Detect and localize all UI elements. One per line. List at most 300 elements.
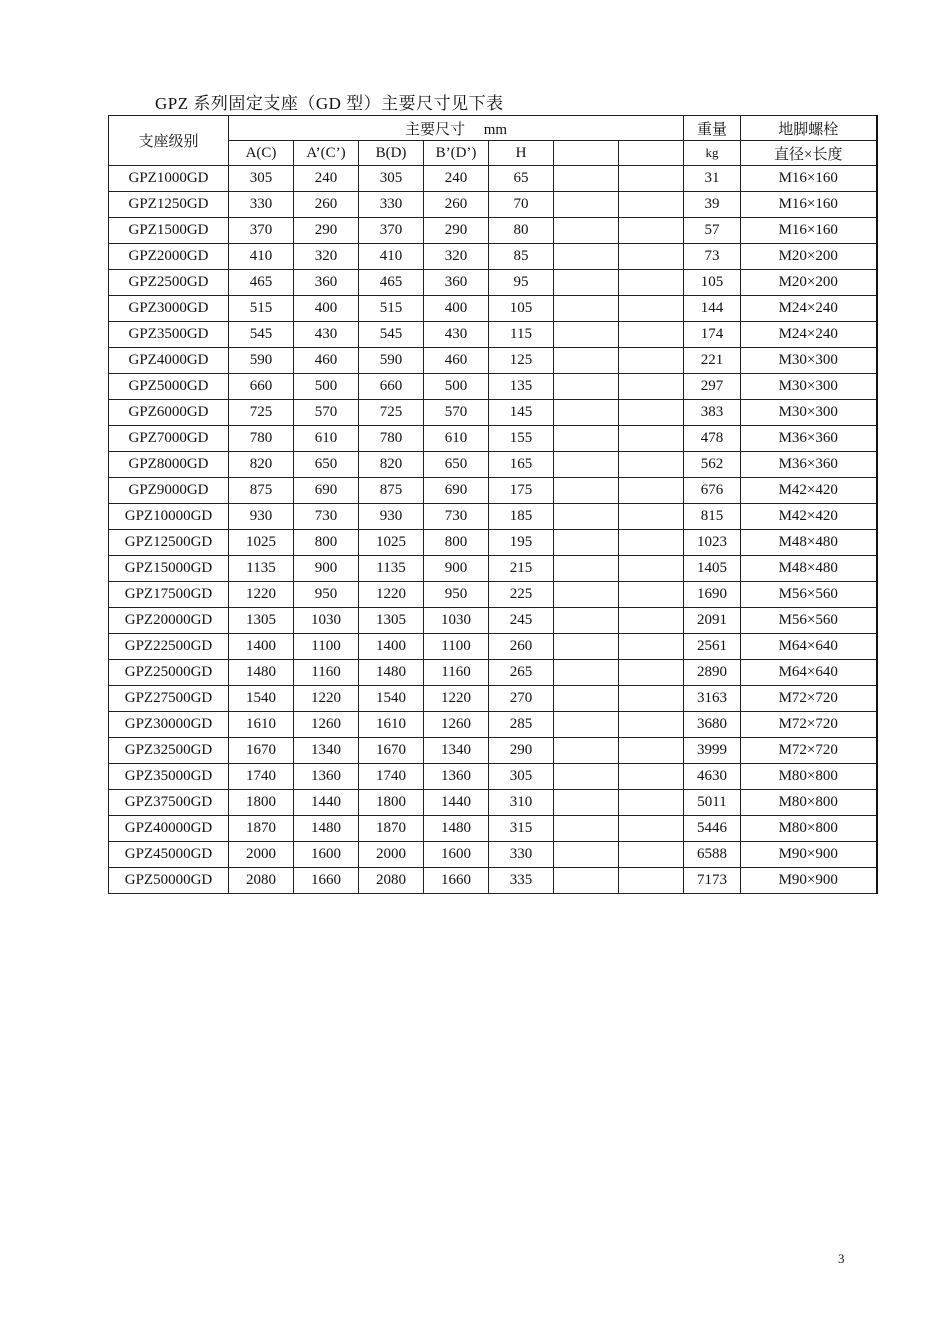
cell-b-prime: 430 — [424, 322, 489, 348]
cell-b: 1670 — [359, 738, 424, 764]
cell-h: 315 — [489, 816, 554, 842]
cell-weight: 1405 — [684, 556, 741, 582]
cell-model: GPZ22500GD — [109, 634, 229, 660]
cell-bolt: M80×800 — [741, 816, 877, 842]
table-row — [109, 764, 877, 790]
cell-empty-2 — [619, 244, 684, 270]
cell-model: GPZ6000GD — [109, 400, 229, 426]
cell-b-prime: 1160 — [424, 660, 489, 686]
cell-b-prime: 1440 — [424, 790, 489, 816]
cell-weight: 2890 — [684, 660, 741, 686]
cell-model: GPZ9000GD — [109, 478, 229, 504]
cell-h: 270 — [489, 686, 554, 712]
cell-h: 215 — [489, 556, 554, 582]
cell-b-prime: 570 — [424, 400, 489, 426]
cell-a: 725 — [229, 400, 294, 426]
cell-b: 660 — [359, 374, 424, 400]
cell-empty-1 — [554, 556, 619, 582]
cell-empty-2 — [619, 842, 684, 868]
cell-empty-2 — [619, 712, 684, 738]
cell-b-prime: 320 — [424, 244, 489, 270]
header-a-prime: A’(C’) — [294, 141, 359, 166]
table-row — [109, 296, 877, 322]
cell-a: 1800 — [229, 790, 294, 816]
cell-h: 85 — [489, 244, 554, 270]
cell-b: 1135 — [359, 556, 424, 582]
cell-empty-2 — [619, 530, 684, 556]
cell-b-prime: 1480 — [424, 816, 489, 842]
cell-a: 1305 — [229, 608, 294, 634]
cell-a: 465 — [229, 270, 294, 296]
cell-empty-2 — [619, 322, 684, 348]
cell-model: GPZ1250GD — [109, 192, 229, 218]
cell-b-prime: 1360 — [424, 764, 489, 790]
cell-empty-1 — [554, 530, 619, 556]
cell-h: 70 — [489, 192, 554, 218]
cell-b-prime: 610 — [424, 426, 489, 452]
cell-weight: 297 — [684, 374, 741, 400]
table-row — [109, 478, 877, 504]
cell-empty-2 — [619, 452, 684, 478]
cell-weight: 1690 — [684, 582, 741, 608]
cell-h: 285 — [489, 712, 554, 738]
table-row — [109, 868, 877, 894]
header-row-top — [109, 116, 877, 141]
cell-h: 260 — [489, 634, 554, 660]
cell-b: 1305 — [359, 608, 424, 634]
cell-b: 410 — [359, 244, 424, 270]
cell-empty-1 — [554, 166, 619, 192]
cell-b: 725 — [359, 400, 424, 426]
table-row — [109, 790, 877, 816]
cell-bolt: M64×640 — [741, 660, 877, 686]
cell-empty-1 — [554, 244, 619, 270]
cell-h: 195 — [489, 530, 554, 556]
table-row — [109, 426, 877, 452]
cell-empty-2 — [619, 660, 684, 686]
cell-b: 545 — [359, 322, 424, 348]
cell-bolt: M80×800 — [741, 790, 877, 816]
cell-a-prime: 1660 — [294, 868, 359, 894]
cell-model: GPZ37500GD — [109, 790, 229, 816]
cell-weight: 31 — [684, 166, 741, 192]
cell-b-prime: 690 — [424, 478, 489, 504]
cell-a-prime: 610 — [294, 426, 359, 452]
cell-a-prime: 430 — [294, 322, 359, 348]
cell-empty-1 — [554, 868, 619, 894]
cell-b-prime: 950 — [424, 582, 489, 608]
cell-empty-2 — [619, 166, 684, 192]
page-number: 3 — [838, 1251, 845, 1266]
cell-b-prime: 800 — [424, 530, 489, 556]
cell-b-prime: 460 — [424, 348, 489, 374]
cell-empty-1 — [554, 738, 619, 764]
cell-model: GPZ2500GD — [109, 270, 229, 296]
cell-b: 370 — [359, 218, 424, 244]
cell-b: 1870 — [359, 816, 424, 842]
cell-b-prime: 650 — [424, 452, 489, 478]
cell-empty-2 — [619, 764, 684, 790]
cell-a-prime: 900 — [294, 556, 359, 582]
cell-empty-1 — [554, 686, 619, 712]
cell-h: 125 — [489, 348, 554, 374]
cell-a: 930 — [229, 504, 294, 530]
cell-a-prime: 950 — [294, 582, 359, 608]
cell-b: 590 — [359, 348, 424, 374]
cell-b-prime: 400 — [424, 296, 489, 322]
cell-empty-2 — [619, 374, 684, 400]
cell-b-prime: 900 — [424, 556, 489, 582]
table-row — [109, 738, 877, 764]
cell-a-prime: 730 — [294, 504, 359, 530]
table-row — [109, 504, 877, 530]
cell-model: GPZ40000GD — [109, 816, 229, 842]
cell-weight: 3999 — [684, 738, 741, 764]
cell-model: GPZ7000GD — [109, 426, 229, 452]
cell-a-prime: 1360 — [294, 764, 359, 790]
cell-bolt: M42×420 — [741, 504, 877, 530]
cell-model: GPZ30000GD — [109, 712, 229, 738]
table-row — [109, 660, 877, 686]
table-row — [109, 270, 877, 296]
cell-weight: 2091 — [684, 608, 741, 634]
cell-weight: 5446 — [684, 816, 741, 842]
dimension-table — [108, 115, 878, 894]
cell-b-prime: 1220 — [424, 686, 489, 712]
cell-weight: 144 — [684, 296, 741, 322]
table-row — [109, 712, 877, 738]
cell-b: 1025 — [359, 530, 424, 556]
cell-b: 780 — [359, 426, 424, 452]
cell-bolt: M48×480 — [741, 556, 877, 582]
cell-a-prime: 1100 — [294, 634, 359, 660]
cell-weight: 4630 — [684, 764, 741, 790]
cell-a: 1740 — [229, 764, 294, 790]
cell-empty-2 — [619, 738, 684, 764]
cell-b: 515 — [359, 296, 424, 322]
cell-weight: 1023 — [684, 530, 741, 556]
cell-a-prime: 360 — [294, 270, 359, 296]
cell-a: 1610 — [229, 712, 294, 738]
table-row — [109, 608, 877, 634]
cell-weight: 221 — [684, 348, 741, 374]
cell-b: 1480 — [359, 660, 424, 686]
cell-a: 1540 — [229, 686, 294, 712]
cell-bolt: M30×300 — [741, 374, 877, 400]
table-row — [109, 400, 877, 426]
cell-h: 105 — [489, 296, 554, 322]
cell-a-prime: 260 — [294, 192, 359, 218]
cell-h: 265 — [489, 660, 554, 686]
cell-weight: 39 — [684, 192, 741, 218]
header-a: A(C) — [229, 141, 294, 166]
cell-empty-2 — [619, 426, 684, 452]
cell-empty-2 — [619, 400, 684, 426]
cell-a-prime: 1600 — [294, 842, 359, 868]
cell-model: GPZ3000GD — [109, 296, 229, 322]
cell-empty-1 — [554, 296, 619, 322]
cell-empty-2 — [619, 686, 684, 712]
table-body — [109, 166, 877, 894]
cell-b-prime: 1100 — [424, 634, 489, 660]
cell-empty-1 — [554, 348, 619, 374]
cell-empty-1 — [554, 634, 619, 660]
cell-bolt: M24×240 — [741, 296, 877, 322]
cell-b: 820 — [359, 452, 424, 478]
table-row — [109, 582, 877, 608]
cell-h: 65 — [489, 166, 554, 192]
table-row — [109, 452, 877, 478]
cell-b: 875 — [359, 478, 424, 504]
cell-empty-1 — [554, 426, 619, 452]
cell-a: 2000 — [229, 842, 294, 868]
cell-model: GPZ45000GD — [109, 842, 229, 868]
cell-a-prime: 650 — [294, 452, 359, 478]
cell-empty-1 — [554, 504, 619, 530]
cell-h: 175 — [489, 478, 554, 504]
cell-a: 330 — [229, 192, 294, 218]
cell-model: GPZ1500GD — [109, 218, 229, 244]
cell-model: GPZ2000GD — [109, 244, 229, 270]
cell-bolt: M30×300 — [741, 400, 877, 426]
cell-a-prime: 1260 — [294, 712, 359, 738]
cell-bolt: M48×480 — [741, 530, 877, 556]
cell-weight: 5011 — [684, 790, 741, 816]
cell-empty-2 — [619, 504, 684, 530]
cell-bolt: M80×800 — [741, 764, 877, 790]
header-bolt-sub: 直径×长度 — [741, 141, 877, 166]
cell-empty-1 — [554, 764, 619, 790]
cell-h: 115 — [489, 322, 554, 348]
cell-a: 1870 — [229, 816, 294, 842]
cell-a-prime: 240 — [294, 166, 359, 192]
cell-bolt: M90×900 — [741, 842, 877, 868]
cell-model: GPZ5000GD — [109, 374, 229, 400]
cell-empty-2 — [619, 634, 684, 660]
cell-bolt: M64×640 — [741, 634, 877, 660]
cell-empty-1 — [554, 712, 619, 738]
cell-a-prime: 1480 — [294, 816, 359, 842]
cell-a-prime: 1340 — [294, 738, 359, 764]
cell-a-prime: 1220 — [294, 686, 359, 712]
cell-a: 2080 — [229, 868, 294, 894]
cell-bolt: M72×720 — [741, 686, 877, 712]
table-row — [109, 530, 877, 556]
cell-bolt: M30×300 — [741, 348, 877, 374]
cell-empty-1 — [554, 192, 619, 218]
header-weight: 重量 — [684, 116, 741, 141]
cell-bolt: M72×720 — [741, 712, 877, 738]
table-row — [109, 244, 877, 270]
cell-b-prime: 1260 — [424, 712, 489, 738]
table-row — [109, 192, 877, 218]
cell-h: 225 — [489, 582, 554, 608]
cell-weight: 3680 — [684, 712, 741, 738]
cell-b-prime: 290 — [424, 218, 489, 244]
table-row — [109, 322, 877, 348]
cell-weight: 815 — [684, 504, 741, 530]
cell-empty-1 — [554, 660, 619, 686]
cell-b-prime: 500 — [424, 374, 489, 400]
table-row — [109, 816, 877, 842]
cell-b: 1540 — [359, 686, 424, 712]
cell-empty-1 — [554, 816, 619, 842]
cell-empty-2 — [619, 790, 684, 816]
cell-a-prime: 1160 — [294, 660, 359, 686]
cell-empty-2 — [619, 868, 684, 894]
cell-weight: 3163 — [684, 686, 741, 712]
cell-model: GPZ3500GD — [109, 322, 229, 348]
table-row — [109, 686, 877, 712]
cell-model: GPZ10000GD — [109, 504, 229, 530]
cell-empty-1 — [554, 478, 619, 504]
header-empty-1 — [554, 141, 619, 166]
cell-a: 410 — [229, 244, 294, 270]
header-weight-unit: kg — [684, 141, 741, 166]
cell-bolt: M16×160 — [741, 192, 877, 218]
cell-h: 135 — [489, 374, 554, 400]
cell-b: 1800 — [359, 790, 424, 816]
cell-a: 660 — [229, 374, 294, 400]
cell-empty-1 — [554, 322, 619, 348]
cell-b-prime: 1600 — [424, 842, 489, 868]
cell-empty-1 — [554, 842, 619, 868]
cell-bolt: M56×560 — [741, 608, 877, 634]
cell-bolt: M20×200 — [741, 270, 877, 296]
cell-h: 95 — [489, 270, 554, 296]
cell-a-prime: 290 — [294, 218, 359, 244]
header-b: B(D) — [359, 141, 424, 166]
cell-a: 515 — [229, 296, 294, 322]
cell-a-prime: 800 — [294, 530, 359, 556]
cell-empty-1 — [554, 218, 619, 244]
cell-model: GPZ20000GD — [109, 608, 229, 634]
table-row — [109, 842, 877, 868]
cell-h: 290 — [489, 738, 554, 764]
cell-a: 780 — [229, 426, 294, 452]
cell-a: 1220 — [229, 582, 294, 608]
cell-a: 545 — [229, 322, 294, 348]
cell-model: GPZ17500GD — [109, 582, 229, 608]
header-h: H — [489, 141, 554, 166]
table-row — [109, 634, 877, 660]
cell-a-prime: 1030 — [294, 608, 359, 634]
cell-a-prime: 400 — [294, 296, 359, 322]
cell-bolt: M36×360 — [741, 426, 877, 452]
cell-empty-2 — [619, 608, 684, 634]
cell-model: GPZ25000GD — [109, 660, 229, 686]
cell-b: 2080 — [359, 868, 424, 894]
cell-weight: 562 — [684, 452, 741, 478]
cell-a: 590 — [229, 348, 294, 374]
cell-empty-1 — [554, 790, 619, 816]
cell-a: 305 — [229, 166, 294, 192]
cell-b-prime: 360 — [424, 270, 489, 296]
cell-b: 930 — [359, 504, 424, 530]
cell-empty-2 — [619, 478, 684, 504]
cell-weight: 57 — [684, 218, 741, 244]
header-empty-2 — [619, 141, 684, 166]
table-row — [109, 374, 877, 400]
cell-a: 370 — [229, 218, 294, 244]
cell-b: 305 — [359, 166, 424, 192]
cell-weight: 383 — [684, 400, 741, 426]
cell-bolt: M42×420 — [741, 478, 877, 504]
cell-bolt: M90×900 — [741, 868, 877, 894]
table-row — [109, 348, 877, 374]
cell-bolt: M36×360 — [741, 452, 877, 478]
cell-weight: 7173 — [684, 868, 741, 894]
page-title: GPZ 系列固定支座（GD 型）主要尺寸见下表 — [155, 94, 504, 113]
cell-bolt: M72×720 — [741, 738, 877, 764]
cell-b: 330 — [359, 192, 424, 218]
cell-b: 465 — [359, 270, 424, 296]
cell-b: 1740 — [359, 764, 424, 790]
cell-h: 80 — [489, 218, 554, 244]
cell-a: 820 — [229, 452, 294, 478]
cell-a: 1480 — [229, 660, 294, 686]
cell-model: GPZ1000GD — [109, 166, 229, 192]
header-dimensions-group: 主要尺寸 mm — [229, 116, 684, 141]
cell-model: GPZ8000GD — [109, 452, 229, 478]
cell-a-prime: 690 — [294, 478, 359, 504]
cell-h: 155 — [489, 426, 554, 452]
cell-weight: 73 — [684, 244, 741, 270]
cell-b: 1400 — [359, 634, 424, 660]
cell-bolt: M20×200 — [741, 244, 877, 270]
cell-empty-1 — [554, 608, 619, 634]
cell-model: GPZ27500GD — [109, 686, 229, 712]
cell-model: GPZ4000GD — [109, 348, 229, 374]
cell-bolt: M56×560 — [741, 582, 877, 608]
cell-empty-1 — [554, 400, 619, 426]
cell-b-prime: 240 — [424, 166, 489, 192]
cell-b: 1220 — [359, 582, 424, 608]
cell-empty-2 — [619, 270, 684, 296]
header-bolt: 地脚螺栓 — [741, 116, 877, 141]
cell-empty-2 — [619, 582, 684, 608]
header-b-prime: B’(D’) — [424, 141, 489, 166]
cell-h: 145 — [489, 400, 554, 426]
cell-empty-2 — [619, 296, 684, 322]
cell-bolt: M24×240 — [741, 322, 877, 348]
cell-h: 165 — [489, 452, 554, 478]
table-row — [109, 166, 877, 192]
cell-empty-2 — [619, 816, 684, 842]
cell-model: GPZ50000GD — [109, 868, 229, 894]
cell-h: 310 — [489, 790, 554, 816]
cell-model: GPZ32500GD — [109, 738, 229, 764]
cell-empty-2 — [619, 348, 684, 374]
table-row — [109, 218, 877, 244]
cell-empty-1 — [554, 270, 619, 296]
cell-weight: 478 — [684, 426, 741, 452]
cell-model: GPZ15000GD — [109, 556, 229, 582]
cell-weight: 6588 — [684, 842, 741, 868]
cell-h: 335 — [489, 868, 554, 894]
cell-model: GPZ35000GD — [109, 764, 229, 790]
cell-h: 305 — [489, 764, 554, 790]
cell-a: 875 — [229, 478, 294, 504]
cell-a-prime: 1440 — [294, 790, 359, 816]
cell-b-prime: 730 — [424, 504, 489, 530]
table-row — [109, 556, 877, 582]
cell-a-prime: 460 — [294, 348, 359, 374]
cell-a-prime: 500 — [294, 374, 359, 400]
cell-empty-2 — [619, 556, 684, 582]
cell-a: 1670 — [229, 738, 294, 764]
cell-h: 330 — [489, 842, 554, 868]
